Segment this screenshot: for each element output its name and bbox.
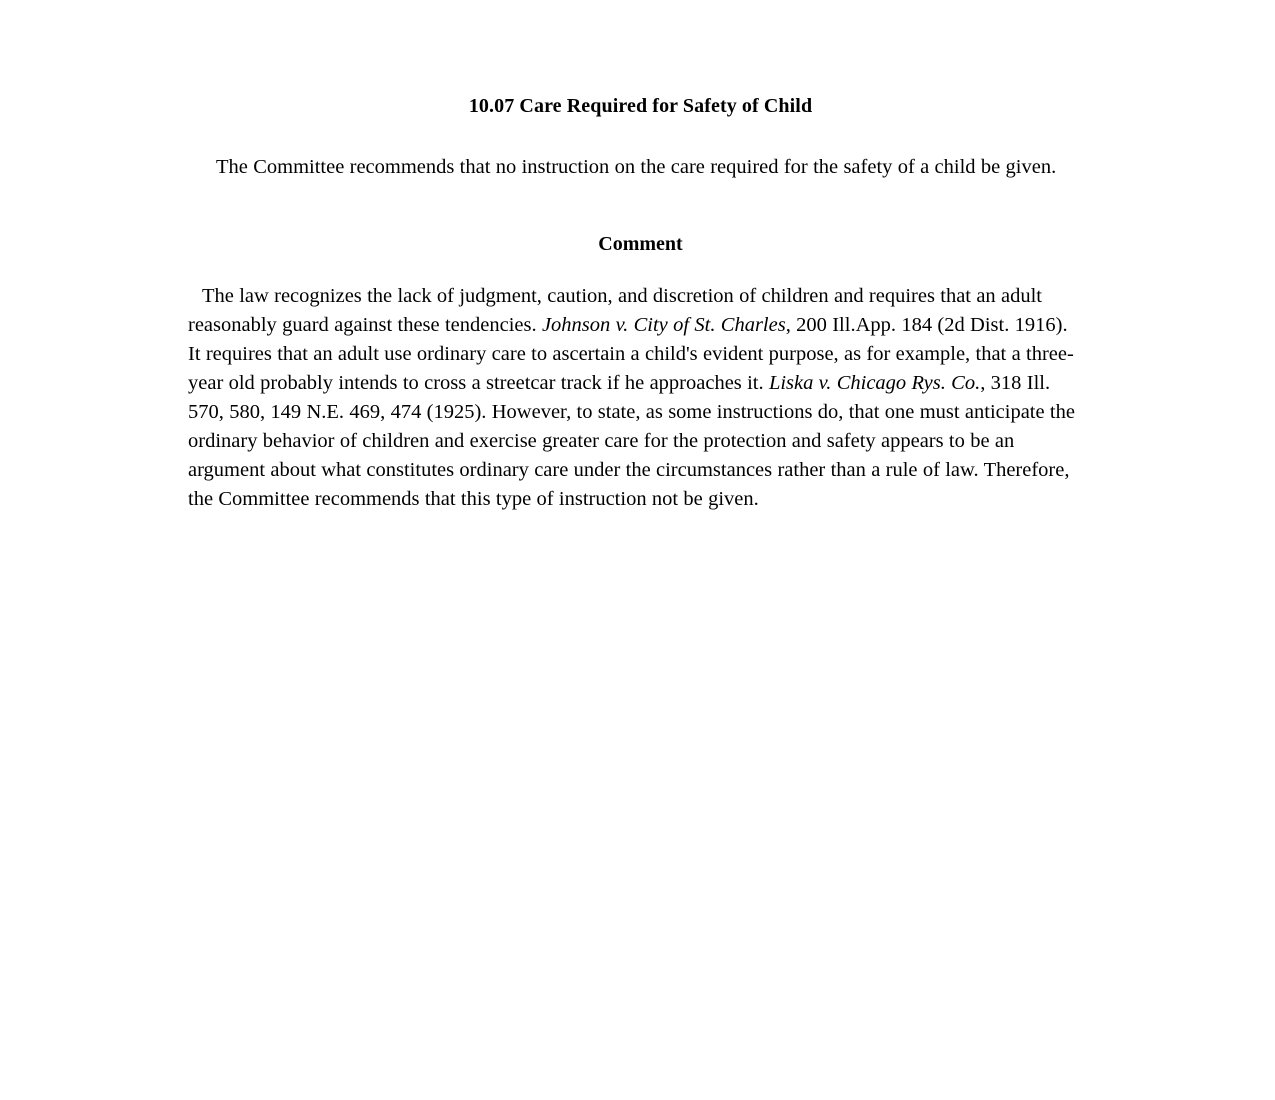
comment-paragraph bbox=[188, 282, 1083, 514]
case-citation-liska: Liska v. Chicago Rys. Co. bbox=[768, 372, 981, 394]
comment-heading: Comment bbox=[598, 233, 683, 255]
document-content bbox=[188, 92, 1083, 514]
comment-text-segment-1: The law recognizes the lack of judgment, caution, and discretion of children and requires that an adult reasonably guard against these tendencies. bbox=[188, 285, 1042, 336]
recommendation-paragraph: The Committee recommends that no instruction on the care required for the safety of a child be given. bbox=[216, 156, 1057, 178]
comment-text-segment-3: , 318 Ill. 570, 580, 149 N.E. 469, 474 (1925). However, to state, as some instructions do, that one must anticipate the ordinary behavior of children and exercise greater care for the protection and safety appears to be an argument about what constitutes ordinary care under the circumstances rather than a rule of law. Therefore, the Committee recommends that this type of instruction not be given. bbox=[188, 372, 1075, 510]
comment-text-segment-2: , 200 Ill.App. 184 (2d Dist. 1916). It requires that an adult use ordinary care to ascertain a child's evident purpose, as for example, that a three-year old probably intends to cross a streetcar track if he approaches it. bbox=[188, 314, 1074, 394]
case-citation-johnson: Johnson v. City of St. Charles bbox=[541, 314, 786, 336]
page-title: 10.07 Care Required for Safety of Child bbox=[468, 95, 813, 117]
